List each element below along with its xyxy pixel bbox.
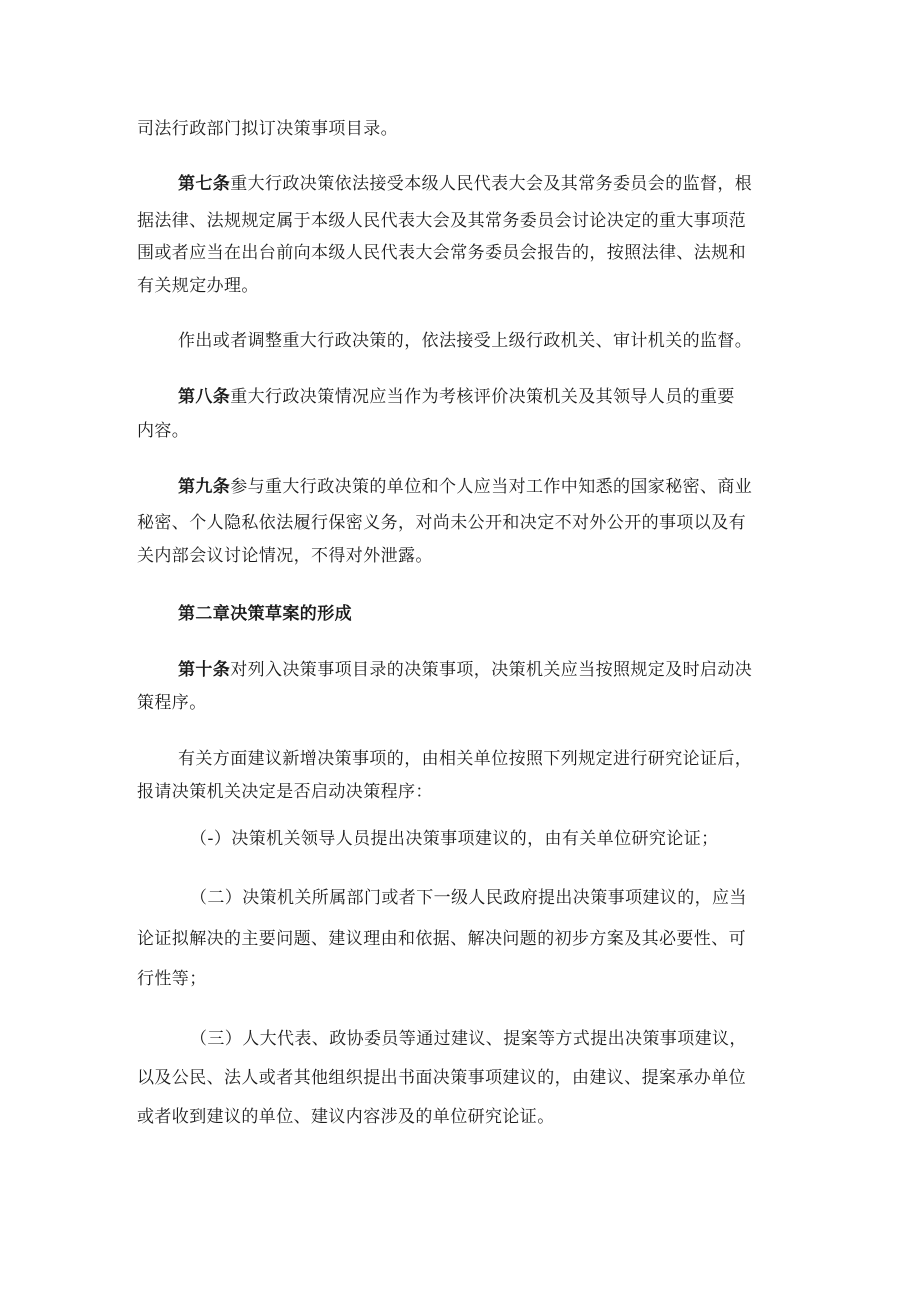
list-item-2: （二）决策机关所属部门或者下一级人民政府提出决策事项建议的，应当 <box>190 888 747 908</box>
list-item-1: （-）决策机关领导人员提出决策事项建议的，由有关单位研究论证； <box>190 829 719 849</box>
list-item-3: （三）人大代表、政协委员等通过建议、提案等方式提出决策事项建议， <box>190 1029 747 1049</box>
text-line: 以及公民、法人或者其他组织提出书面决策事项建议的，由建议、提案承办单位 <box>137 1068 746 1088</box>
text-line: 论证拟解决的主要问题、建议理由和依据、解决问题的初步方案及其必要性、可 <box>137 929 746 949</box>
text-line: 司法行政部门拟订决策事项目录。 <box>137 119 398 139</box>
article-7-line: 第七条重大行政决策依法接受本级人民代表大会及其常务委员会的监督，根 <box>178 174 753 194</box>
article-heading: 第十条 <box>178 660 231 680</box>
text-line: 作出或者调整重大行政决策的，依法接受上级行政机关、审计机关的监督。 <box>178 331 753 351</box>
article-9-line: 第九条参与重大行政决策的单位和个人应当对工作中知悉的国家秘密、商业 <box>178 477 753 497</box>
text-line: 策程序。 <box>137 693 207 713</box>
article-heading: 第七条 <box>178 174 231 194</box>
text-line: 有关规定办理。 <box>137 276 259 296</box>
text-line: 有关方面建议新增决策事项的，由相关单位按照下列规定进行研究论证后， <box>178 749 753 769</box>
text-line: 关内部会议讨论情况，不得对外泄露。 <box>137 546 433 566</box>
text-line: 围或者应当在出台前向本级人民代表大会常务委员会报告的，按照法律、法规和 <box>137 243 746 263</box>
text-line: 行性等； <box>137 969 207 989</box>
text-line: 内容。 <box>137 421 190 441</box>
text-line: 或者收到建议的单位、建议内容涉及的单位研究论证。 <box>137 1107 555 1127</box>
article-heading: 第八条 <box>178 387 231 407</box>
article-8-line: 第八条重大行政决策情况应当作为考核评价决策机关及其领导人员的重要 <box>178 387 735 407</box>
article-10-line: 第十条对列入决策事项目录的决策事项，决策机关应当按照规定及时启动决 <box>178 660 753 680</box>
text-line: 据法律、法规规定属于本级人民代表大会及其常务委员会讨论决定的重大事项范 <box>137 211 746 231</box>
text-line: 报请决策机关决定是否启动决策程序： <box>137 782 433 802</box>
article-heading: 第九条 <box>178 477 231 497</box>
chapter-heading: 第二章决策草案的形成 <box>178 604 352 624</box>
text-line: 秘密、个人隐私依法履行保密义务，对尚未公开和决定不对外公开的事项以及有 <box>137 513 746 533</box>
